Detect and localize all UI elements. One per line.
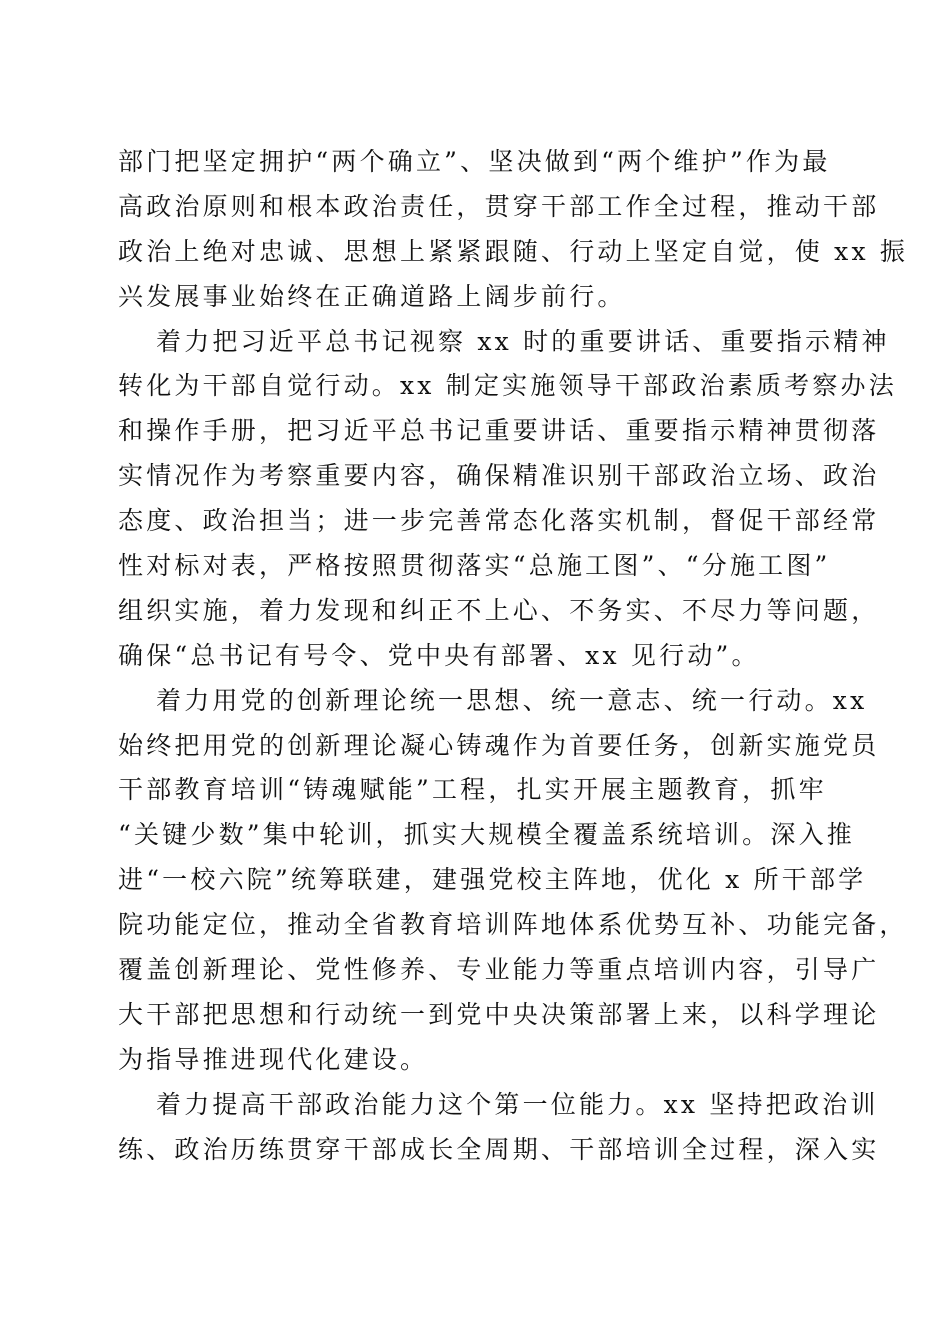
text-line: 性对标对表，严格按照贯彻落实“总施工图”、“分施工图” — [118, 551, 831, 581]
paragraph-first-line: 着力提高干部政治能力这个第一位能力。xx 坚持把政治训 — [156, 1089, 879, 1119]
text-line: 部门把坚定拥护“两个确立”、坚决做到“两个维护”作为最 — [118, 147, 831, 176]
text-line: 为指导推进现代化建设。 — [118, 1044, 429, 1074]
text-line: 进“一校六院”统筹联建，建强党校主阵地，优化 x 所干部学 — [118, 865, 867, 895]
text-line: 始终把用党的创新理论凝心铸魂作为首要任务，创新实施党员 — [118, 730, 880, 760]
text-line: 转化为干部自觉行动。xx 制定实施领导干部政治素质考察办法 — [118, 371, 897, 401]
text-line: 干部教育培训“铸魂赋能”工程，扎实开展主题教育，抓牢 — [118, 775, 827, 805]
text-line: 高政治原则和根本政治责任，贯穿干部工作全过程，推动干部 — [118, 191, 880, 221]
document-body — [118, 140, 909, 1172]
text-line: 政治上绝对忠诚、思想上紧紧跟随、行动上坚定自觉，使 xx 振 — [118, 236, 909, 266]
text-line: “关键少数”集中轮训，抓实大规模全覆盖系统培训。深入推 — [118, 820, 855, 850]
text-line: 组织实施，着力发现和纠正不上心、不务实、不尽力等问题， — [118, 595, 880, 625]
text-line: 确保“总书记有号令、党中央有部署、xx 见行动”。 — [118, 640, 760, 670]
text-line: 和操作手册，把习近平总书记重要讲话、重要指示精神贯彻落 — [118, 416, 880, 446]
paragraph-first-line: 着力把习近平总书记视察 xx 时的重要讲话、重要指示精神 — [156, 326, 890, 356]
text-line: 院功能定位，推动全省教育培训阵地体系优势互补、功能完备， — [118, 910, 908, 940]
paragraph-first-line: 着力用党的创新理论统一思想、统一意志、统一行动。xx — [156, 685, 868, 715]
text-line: 覆盖创新理论、党性修养、专业能力等重点培训内容，引导广 — [118, 955, 880, 985]
text-line: 实情况作为考察重要内容，确保精准识别干部政治立场、政治 — [118, 461, 880, 491]
text-line: 练、政治历练贯穿干部成长全周期、干部培训全过程，深入实 — [118, 1134, 880, 1164]
text-line: 态度、政治担当；进一步完善常态化落实机制，督促干部经常 — [118, 506, 880, 536]
text-line: 兴发展事业始终在正确道路上阔步前行。 — [118, 281, 626, 311]
text-line: 大干部把思想和行动统一到党中央决策部署上来，以科学理论 — [118, 999, 880, 1029]
